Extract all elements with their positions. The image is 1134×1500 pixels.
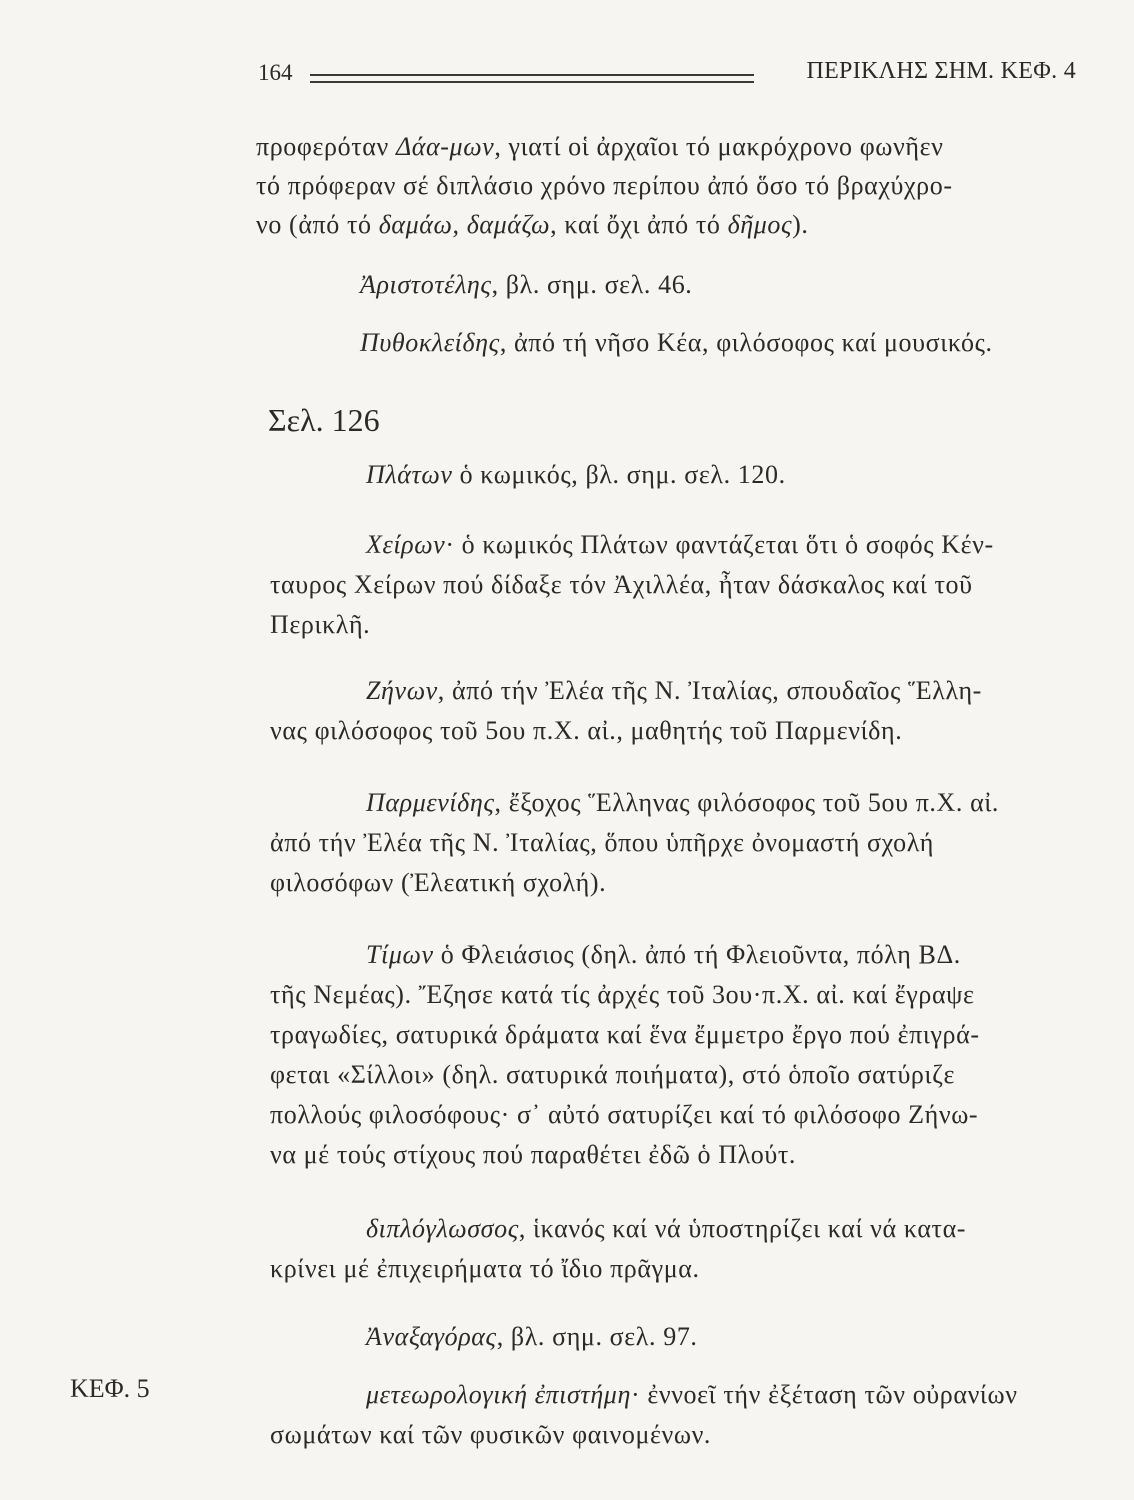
note-entry: Χείρων· ὁ κωμικός Πλάτων φαντάζεται ὅτι ὁ σοφός Κέν- <box>366 530 994 559</box>
text-line: σωμάτων καί τῶν φυσικῶν φαινομένων. <box>270 1420 712 1449</box>
note-term: Πυθοκλείδης <box>360 328 500 357</box>
text-line: προφερόταν Δάα-μων, γιατί οἱ ἀρχαῖοι τό μακρόχρονο φωνῆεν <box>256 132 944 161</box>
text-line: νο (ἀπό τό δαμάω, δαμάζω, καί ὄχι ἀπό τό δῆμος). <box>256 210 809 239</box>
note-term: Παρμενίδης <box>366 788 495 817</box>
text-line: φεται «Σίλλοι» (δηλ. σατυρικά ποιήματα), στό ὁποῖο σατύριζε <box>270 1060 955 1089</box>
note-term: μετεωρολογική ἐπιστήμη <box>366 1380 631 1409</box>
text-line: ταυρος Χείρων πού δίδαξε τόν Ἀχιλλέα, ἦταν δάσκαλος καί τοῦ <box>270 570 973 599</box>
note-entry: Τίμων ὁ Φλειάσιος (δηλ. ἀπό τή Φλειοῦντα, πόλη ΒΔ. <box>366 940 961 969</box>
note-entry: μετεωρολογική ἐπιστήμη· ἐννοεῖ τήν ἐξέταση τῶν οὐρανίων <box>366 1380 1018 1409</box>
text-line: πολλούς φιλοσόφους· σ᾽ αὐτό σατυρίζει καί τό φιλόσοφο Ζήνω- <box>270 1100 979 1129</box>
note-entry: Ἀριστοτέλης, βλ. σημ. σελ. 46. <box>360 270 693 299</box>
section-heading: Σελ. 126 <box>268 402 380 438</box>
text-line: τραγωδίες, σατυρικά δράματα καί ἕνα ἔμμετρο ἔργο πού ἐπιγρά- <box>270 1020 980 1049</box>
text-line: κρίνει μέ ἐπιχειρήματα τό ἴδιο πρᾶγμα. <box>270 1254 700 1283</box>
note-term: Πλάτων <box>366 460 453 489</box>
header-rule <box>310 74 754 83</box>
text-line: να μέ τούς στίχους πού παραθέτει ἐδῶ ὁ Πλούτ. <box>270 1140 797 1169</box>
note-entry: διπλόγλωσσος, ἱκανός καί νά ὑποστηρίζει καί νά κατα- <box>366 1214 967 1243</box>
running-header <box>258 58 1076 92</box>
text-line: νας φιλόσοφος τοῦ 5ου π.Χ. αἰ., μαθητής τοῦ Παρμενίδη. <box>270 716 903 745</box>
text-line: φιλοσόφων (Ἐλεατική σχολή). <box>270 868 607 897</box>
note-entry: Ἀναξαγόρας, βλ. σημ. σελ. 97. <box>366 1322 698 1351</box>
note-term: Ἀριστοτέλης <box>360 270 492 299</box>
note-term: Ζήνων <box>366 676 438 705</box>
text-line: Περικλῆ. <box>270 610 371 639</box>
text-line: τῆς Νεμέας). Ἔζησε κατά τίς ἀρχές τοῦ 3ου·π.Χ. αἰ. καί ἔγραψε <box>270 980 975 1009</box>
note-entry: Παρμενίδης, ἔξοχος Ἕλληνας φιλόσοφος τοῦ 5ου π.Χ. αἰ. <box>366 788 1000 817</box>
note-term: Τίμων <box>366 940 434 969</box>
text-line: ἀπό τήν Ἐλέα τῆς Ν. Ἰταλίας, ὅπου ὑπῆρχε ὀνομαστή σχολή <box>270 828 934 857</box>
chapter-margin-note: ΚΕΦ. 5 <box>70 1374 150 1403</box>
page-number: 164 <box>258 60 293 85</box>
text-line: τό πρόφεραν σέ διπλάσιο χρόνο περίπου ἀπό ὅσο τό βραχύχρο- <box>256 171 953 200</box>
note-term: διπλόγλωσσος <box>366 1214 519 1243</box>
running-title: ΠΕΡΙΚΛΗΣ ΣΗΜ. ΚΕΦ. 4 <box>806 58 1076 84</box>
note-entry: Πλάτων ὁ κωμικός, βλ. σημ. σελ. 120. <box>366 460 786 489</box>
note-entry: Πυθοκλείδης, ἀπό τή νῆσο Κέα, φιλόσοφος καί μουσικός. <box>360 328 993 357</box>
note-term: Χείρων <box>366 530 446 559</box>
note-term: Ἀναξαγόρας <box>366 1322 497 1351</box>
note-entry: Ζήνων, ἀπό τήν Ἐλέα τῆς Ν. Ἰταλίας, σπουδαῖος Ἕλλη- <box>366 676 982 705</box>
